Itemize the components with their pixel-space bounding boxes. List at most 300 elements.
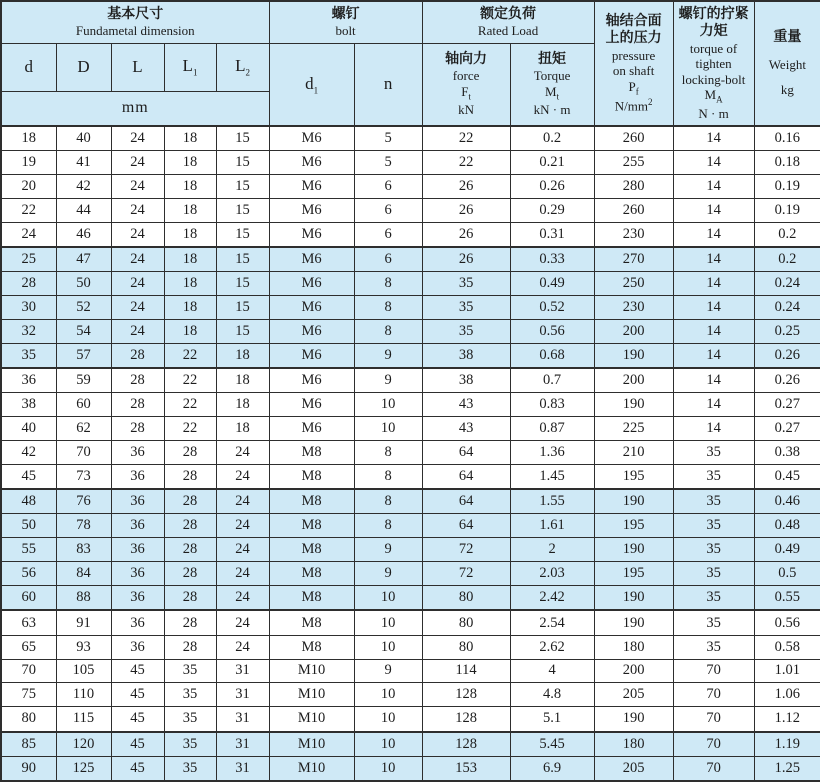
cell-tighten-torque: 70 xyxy=(673,659,754,683)
cell-d: 56 xyxy=(1,562,56,586)
cell-L2: 15 xyxy=(216,222,269,247)
cell-d: 48 xyxy=(1,489,56,514)
cell-L1: 28 xyxy=(164,514,216,538)
cell-d1: M6 xyxy=(269,126,354,151)
cell-D: 44 xyxy=(56,199,111,223)
cell-L: 28 xyxy=(111,344,164,369)
cell-pressure: 200 xyxy=(594,320,673,344)
table-row xyxy=(1,659,820,683)
cell-d: 90 xyxy=(1,756,56,781)
cell-n: 8 xyxy=(354,465,422,490)
cell-L1: 22 xyxy=(164,393,216,417)
cell-n: 10 xyxy=(354,610,422,635)
cell-weight: 0.19 xyxy=(754,175,820,199)
cell-D: 73 xyxy=(56,465,111,490)
cell-d: 60 xyxy=(1,586,56,611)
cell-pressure: 225 xyxy=(594,417,673,441)
cell-tighten-torque: 35 xyxy=(673,514,754,538)
cell-tighten-torque: 14 xyxy=(673,344,754,369)
cell-axial-force: 26 xyxy=(422,247,510,272)
cell-D: 42 xyxy=(56,175,111,199)
cell-tighten-torque: 14 xyxy=(673,320,754,344)
cell-weight: 0.16 xyxy=(754,126,820,151)
cell-torque: 0.26 xyxy=(510,175,594,199)
cell-torque: 5.1 xyxy=(510,707,594,732)
col-header-d1: $d_1$ xyxy=(269,43,354,126)
cell-D: 93 xyxy=(56,635,111,659)
cell-d: 28 xyxy=(1,272,56,296)
cell-L2: 15 xyxy=(216,151,269,175)
cell-L2: 31 xyxy=(216,707,269,732)
table-row xyxy=(1,538,820,562)
cell-d1: M8 xyxy=(269,586,354,611)
cell-torque: 6.9 xyxy=(510,756,594,781)
tighten-zh-line1: 螺钉的拧紧 xyxy=(678,6,749,22)
pressure-en-line1: pressure xyxy=(611,47,656,63)
group-rated-load-zh: 额定负荷 xyxy=(480,6,537,22)
cell-tighten-torque: 14 xyxy=(673,151,754,175)
cell-L: 45 xyxy=(111,756,164,781)
cell-L: 36 xyxy=(111,562,164,586)
table-row xyxy=(1,368,820,393)
table-row xyxy=(1,465,820,490)
cell-d: 50 xyxy=(1,514,56,538)
col-header-axial-force xyxy=(422,43,510,126)
cell-D: 54 xyxy=(56,320,111,344)
tighten-en-line2: tighten xyxy=(695,56,732,72)
cell-pressure: 190 xyxy=(594,344,673,369)
cell-D: 120 xyxy=(56,732,111,757)
cell-n: 10 xyxy=(354,756,422,781)
cell-n: 5 xyxy=(354,126,422,151)
cell-L: 36 xyxy=(111,610,164,635)
cell-D: 62 xyxy=(56,417,111,441)
cell-n: 10 xyxy=(354,683,422,707)
cell-torque: 1.55 xyxy=(510,489,594,514)
cell-L2: 24 xyxy=(216,586,269,611)
cell-torque: 0.29 xyxy=(510,199,594,223)
cell-d1: M10 xyxy=(269,732,354,757)
cell-d: 70 xyxy=(1,659,56,683)
cell-d1: M8 xyxy=(269,635,354,659)
cell-weight: 0.24 xyxy=(754,272,820,296)
cell-weight: 0.55 xyxy=(754,586,820,611)
cell-L2: 24 xyxy=(216,489,269,514)
torque-symbol: $M_t$ xyxy=(545,83,560,102)
cell-d: 18 xyxy=(1,126,56,151)
cell-pressure: 230 xyxy=(594,296,673,320)
cell-L1: 18 xyxy=(164,222,216,247)
table-row xyxy=(1,489,820,514)
cell-tighten-torque: 35 xyxy=(673,465,754,490)
cell-L: 45 xyxy=(111,683,164,707)
cell-tighten-torque: 14 xyxy=(673,368,754,393)
cell-L1: 22 xyxy=(164,344,216,369)
cell-weight: 0.45 xyxy=(754,465,820,490)
force-en: force xyxy=(452,68,480,84)
cell-n: 10 xyxy=(354,707,422,732)
cell-d: 30 xyxy=(1,296,56,320)
cell-d: 36 xyxy=(1,368,56,393)
cell-L: 28 xyxy=(111,393,164,417)
cell-torque: 1.45 xyxy=(510,465,594,490)
cell-weight: 0.24 xyxy=(754,296,820,320)
cell-torque: 1.36 xyxy=(510,441,594,465)
cell-L1: 18 xyxy=(164,272,216,296)
cell-axial-force: 43 xyxy=(422,417,510,441)
cell-axial-force: 64 xyxy=(422,441,510,465)
table-row xyxy=(1,175,820,199)
cell-weight: 1.25 xyxy=(754,756,820,781)
cell-n: 10 xyxy=(354,732,422,757)
cell-L1: 18 xyxy=(164,175,216,199)
cell-D: 57 xyxy=(56,344,111,369)
cell-d1: M8 xyxy=(269,441,354,465)
cell-L1: 18 xyxy=(164,320,216,344)
table-row xyxy=(1,441,820,465)
cell-torque: 0.56 xyxy=(510,320,594,344)
table-row xyxy=(1,514,820,538)
cell-L2: 15 xyxy=(216,247,269,272)
cell-L1: 22 xyxy=(164,417,216,441)
cell-L2: 15 xyxy=(216,272,269,296)
cell-tighten-torque: 35 xyxy=(673,610,754,635)
cell-d1: M10 xyxy=(269,707,354,732)
cell-L: 28 xyxy=(111,368,164,393)
cell-d: 22 xyxy=(1,199,56,223)
cell-tighten-torque: 70 xyxy=(673,732,754,757)
cell-D: 59 xyxy=(56,368,111,393)
cell-D: 40 xyxy=(56,126,111,151)
cell-n: 9 xyxy=(354,562,422,586)
cell-axial-force: 128 xyxy=(422,732,510,757)
cell-L1: 28 xyxy=(164,538,216,562)
tighten-en-line1: torque of xyxy=(689,40,738,56)
pressure-zh-line1: 轴结合面 xyxy=(605,13,662,29)
cell-D: 88 xyxy=(56,586,111,611)
cell-L: 36 xyxy=(111,635,164,659)
cell-L1: 35 xyxy=(164,732,216,757)
cell-torque: 1.61 xyxy=(510,514,594,538)
cell-D: 47 xyxy=(56,247,111,272)
col-header-D: D xyxy=(56,43,111,91)
pressure-unit: $N/mm^2$ xyxy=(614,97,653,114)
cell-pressure: 195 xyxy=(594,514,673,538)
cell-L1: 28 xyxy=(164,635,216,659)
group-rated-load-en: Rated Load xyxy=(477,23,539,39)
cell-weight: 0.58 xyxy=(754,635,820,659)
cell-D: 84 xyxy=(56,562,111,586)
cell-d: 65 xyxy=(1,635,56,659)
cell-weight: 0.49 xyxy=(754,538,820,562)
cell-L2: 15 xyxy=(216,320,269,344)
cell-weight: 0.27 xyxy=(754,393,820,417)
cell-d: 42 xyxy=(1,441,56,465)
cell-L: 36 xyxy=(111,465,164,490)
cell-torque: 0.87 xyxy=(510,417,594,441)
cell-n: 8 xyxy=(354,514,422,538)
cell-weight: 0.48 xyxy=(754,514,820,538)
cell-axial-force: 128 xyxy=(422,683,510,707)
cell-n: 8 xyxy=(354,489,422,514)
cell-d: 45 xyxy=(1,465,56,490)
cell-torque: 2.62 xyxy=(510,635,594,659)
cell-pressure: 270 xyxy=(594,247,673,272)
cell-tighten-torque: 14 xyxy=(673,417,754,441)
cell-n: 6 xyxy=(354,247,422,272)
cell-d: 24 xyxy=(1,222,56,247)
cell-D: 105 xyxy=(56,659,111,683)
weight-zh: 重量 xyxy=(773,30,802,46)
cell-D: 78 xyxy=(56,514,111,538)
cell-torque: 0.52 xyxy=(510,296,594,320)
col-header-n: n xyxy=(354,43,422,126)
cell-tighten-torque: 35 xyxy=(673,441,754,465)
cell-weight: 0.26 xyxy=(754,344,820,369)
table-row xyxy=(1,562,820,586)
cell-tighten-torque: 14 xyxy=(673,247,754,272)
cell-axial-force: 72 xyxy=(422,562,510,586)
table-row xyxy=(1,683,820,707)
table-header xyxy=(1,1,820,126)
cell-L1: 28 xyxy=(164,441,216,465)
cell-L: 36 xyxy=(111,538,164,562)
table-row xyxy=(1,151,820,175)
cell-n: 6 xyxy=(354,175,422,199)
cell-L2: 18 xyxy=(216,393,269,417)
cell-torque: 0.2 xyxy=(510,126,594,151)
col-header-L: L xyxy=(111,43,164,91)
table-row xyxy=(1,417,820,441)
table-row xyxy=(1,756,820,781)
cell-axial-force: 26 xyxy=(422,222,510,247)
cell-axial-force: 80 xyxy=(422,586,510,611)
cell-L2: 24 xyxy=(216,441,269,465)
table-row xyxy=(1,393,820,417)
cell-n: 8 xyxy=(354,320,422,344)
col-header-L1: $L_1$ xyxy=(164,43,216,91)
col-header-d: d xyxy=(1,43,56,91)
pressure-zh-line2: 上的压力 xyxy=(605,31,662,47)
cell-d1: M6 xyxy=(269,393,354,417)
cell-L1: 18 xyxy=(164,126,216,151)
cell-n: 5 xyxy=(354,151,422,175)
cell-weight: 0.19 xyxy=(754,199,820,223)
cell-L2: 31 xyxy=(216,659,269,683)
cell-L2: 24 xyxy=(216,635,269,659)
cell-n: 9 xyxy=(354,538,422,562)
cell-d: 32 xyxy=(1,320,56,344)
cell-tighten-torque: 70 xyxy=(673,683,754,707)
cell-L2: 18 xyxy=(216,417,269,441)
cell-D: 70 xyxy=(56,441,111,465)
cell-L: 36 xyxy=(111,586,164,611)
table-row xyxy=(1,707,820,732)
cell-tighten-torque: 70 xyxy=(673,756,754,781)
cell-torque: 0.21 xyxy=(510,151,594,175)
cell-L1: 35 xyxy=(164,683,216,707)
cell-L: 36 xyxy=(111,489,164,514)
cell-axial-force: 38 xyxy=(422,344,510,369)
cell-L1: 28 xyxy=(164,465,216,490)
group-bolt-en: bolt xyxy=(335,23,356,39)
cell-n: 10 xyxy=(354,635,422,659)
cell-torque: 0.68 xyxy=(510,344,594,369)
cell-d1: M6 xyxy=(269,247,354,272)
cell-axial-force: 35 xyxy=(422,320,510,344)
cell-L: 24 xyxy=(111,272,164,296)
cell-L1: 35 xyxy=(164,707,216,732)
weight-en: Weight xyxy=(768,56,806,72)
cell-pressure: 260 xyxy=(594,126,673,151)
cell-d1: M6 xyxy=(269,151,354,175)
cell-D: 46 xyxy=(56,222,111,247)
cell-pressure: 260 xyxy=(594,199,673,223)
cell-pressure: 190 xyxy=(594,393,673,417)
cell-L: 36 xyxy=(111,441,164,465)
tighten-symbol: $M_A$ xyxy=(704,87,723,105)
cell-d1: M8 xyxy=(269,489,354,514)
cell-n: 10 xyxy=(354,393,422,417)
cell-D: 115 xyxy=(56,707,111,732)
cell-axial-force: 80 xyxy=(422,635,510,659)
cell-weight: 1.12 xyxy=(754,707,820,732)
cell-axial-force: 22 xyxy=(422,151,510,175)
cell-d1: M6 xyxy=(269,344,354,369)
cell-pressure: 205 xyxy=(594,756,673,781)
cell-torque: 0.83 xyxy=(510,393,594,417)
cell-axial-force: 80 xyxy=(422,610,510,635)
cell-weight: 0.46 xyxy=(754,489,820,514)
cell-torque: 2.54 xyxy=(510,610,594,635)
cell-L: 24 xyxy=(111,199,164,223)
table-row xyxy=(1,344,820,369)
cell-pressure: 190 xyxy=(594,489,673,514)
cell-torque: 2.42 xyxy=(510,586,594,611)
cell-d: 85 xyxy=(1,732,56,757)
table-row xyxy=(1,586,820,611)
cell-d1: M6 xyxy=(269,417,354,441)
cell-L: 24 xyxy=(111,320,164,344)
table-row xyxy=(1,126,820,151)
cell-axial-force: 22 xyxy=(422,126,510,151)
cell-axial-force: 128 xyxy=(422,707,510,732)
cell-L2: 18 xyxy=(216,344,269,369)
cell-d: 55 xyxy=(1,538,56,562)
cell-L: 24 xyxy=(111,222,164,247)
table-row xyxy=(1,610,820,635)
cell-tighten-torque: 14 xyxy=(673,296,754,320)
cell-n: 8 xyxy=(354,272,422,296)
cell-weight: 0.18 xyxy=(754,151,820,175)
cell-torque: 5.45 xyxy=(510,732,594,757)
cell-axial-force: 153 xyxy=(422,756,510,781)
weight-unit: kg xyxy=(780,82,794,98)
cell-L: 28 xyxy=(111,417,164,441)
cell-weight: 0.2 xyxy=(754,222,820,247)
col-header-torque xyxy=(510,43,594,126)
table-row xyxy=(1,272,820,296)
cell-torque: 0.31 xyxy=(510,222,594,247)
cell-d: 20 xyxy=(1,175,56,199)
tighten-en-line3: locking-bolt xyxy=(681,71,746,87)
cell-L: 24 xyxy=(111,175,164,199)
cell-L1: 22 xyxy=(164,368,216,393)
cell-pressure: 205 xyxy=(594,683,673,707)
cell-L2: 24 xyxy=(216,465,269,490)
cell-tighten-torque: 35 xyxy=(673,635,754,659)
cell-D: 50 xyxy=(56,272,111,296)
table-row xyxy=(1,732,820,757)
cell-n: 10 xyxy=(354,586,422,611)
cell-L: 24 xyxy=(111,126,164,151)
group-basic-dimension-en: Fundametal dimension xyxy=(75,23,195,39)
cell-tighten-torque: 70 xyxy=(673,707,754,732)
tighten-zh-line2: 力矩 xyxy=(699,24,728,40)
cell-n: 9 xyxy=(354,368,422,393)
cell-L2: 31 xyxy=(216,732,269,757)
cell-d1: M6 xyxy=(269,368,354,393)
cell-L2: 18 xyxy=(216,368,269,393)
cell-axial-force: 72 xyxy=(422,538,510,562)
tighten-unit: N · m xyxy=(698,105,729,121)
cell-axial-force: 64 xyxy=(422,489,510,514)
cell-tighten-torque: 14 xyxy=(673,175,754,199)
cell-L: 36 xyxy=(111,514,164,538)
table-row xyxy=(1,635,820,659)
cell-weight: 0.5 xyxy=(754,562,820,586)
cell-d1: M10 xyxy=(269,756,354,781)
cell-D: 125 xyxy=(56,756,111,781)
cell-L1: 18 xyxy=(164,199,216,223)
cell-D: 60 xyxy=(56,393,111,417)
cell-pressure: 195 xyxy=(594,465,673,490)
cell-n: 10 xyxy=(354,417,422,441)
cell-L2: 31 xyxy=(216,683,269,707)
cell-tighten-torque: 14 xyxy=(673,393,754,417)
table-row xyxy=(1,222,820,247)
cell-L2: 24 xyxy=(216,610,269,635)
cell-tighten-torque: 35 xyxy=(673,489,754,514)
cell-weight: 1.19 xyxy=(754,732,820,757)
cell-L: 45 xyxy=(111,732,164,757)
cell-tighten-torque: 35 xyxy=(673,562,754,586)
cell-torque: 4.8 xyxy=(510,683,594,707)
cell-pressure: 190 xyxy=(594,707,673,732)
cell-torque: 2 xyxy=(510,538,594,562)
cell-axial-force: 64 xyxy=(422,514,510,538)
cell-tighten-torque: 14 xyxy=(673,222,754,247)
cell-d1: M6 xyxy=(269,199,354,223)
cell-pressure: 200 xyxy=(594,368,673,393)
cell-L1: 18 xyxy=(164,247,216,272)
table-row xyxy=(1,247,820,272)
cell-d1: M6 xyxy=(269,320,354,344)
cell-L1: 35 xyxy=(164,756,216,781)
cell-L: 24 xyxy=(111,151,164,175)
table-row xyxy=(1,199,820,223)
cell-torque: 0.7 xyxy=(510,368,594,393)
cell-weight: 0.26 xyxy=(754,368,820,393)
cell-tighten-torque: 35 xyxy=(673,586,754,611)
cell-L: 24 xyxy=(111,296,164,320)
torque-en: Torque xyxy=(533,68,571,84)
cell-d: 75 xyxy=(1,683,56,707)
cell-L2: 24 xyxy=(216,538,269,562)
cell-pressure: 280 xyxy=(594,175,673,199)
cell-axial-force: 26 xyxy=(422,175,510,199)
cell-torque: 0.33 xyxy=(510,247,594,272)
